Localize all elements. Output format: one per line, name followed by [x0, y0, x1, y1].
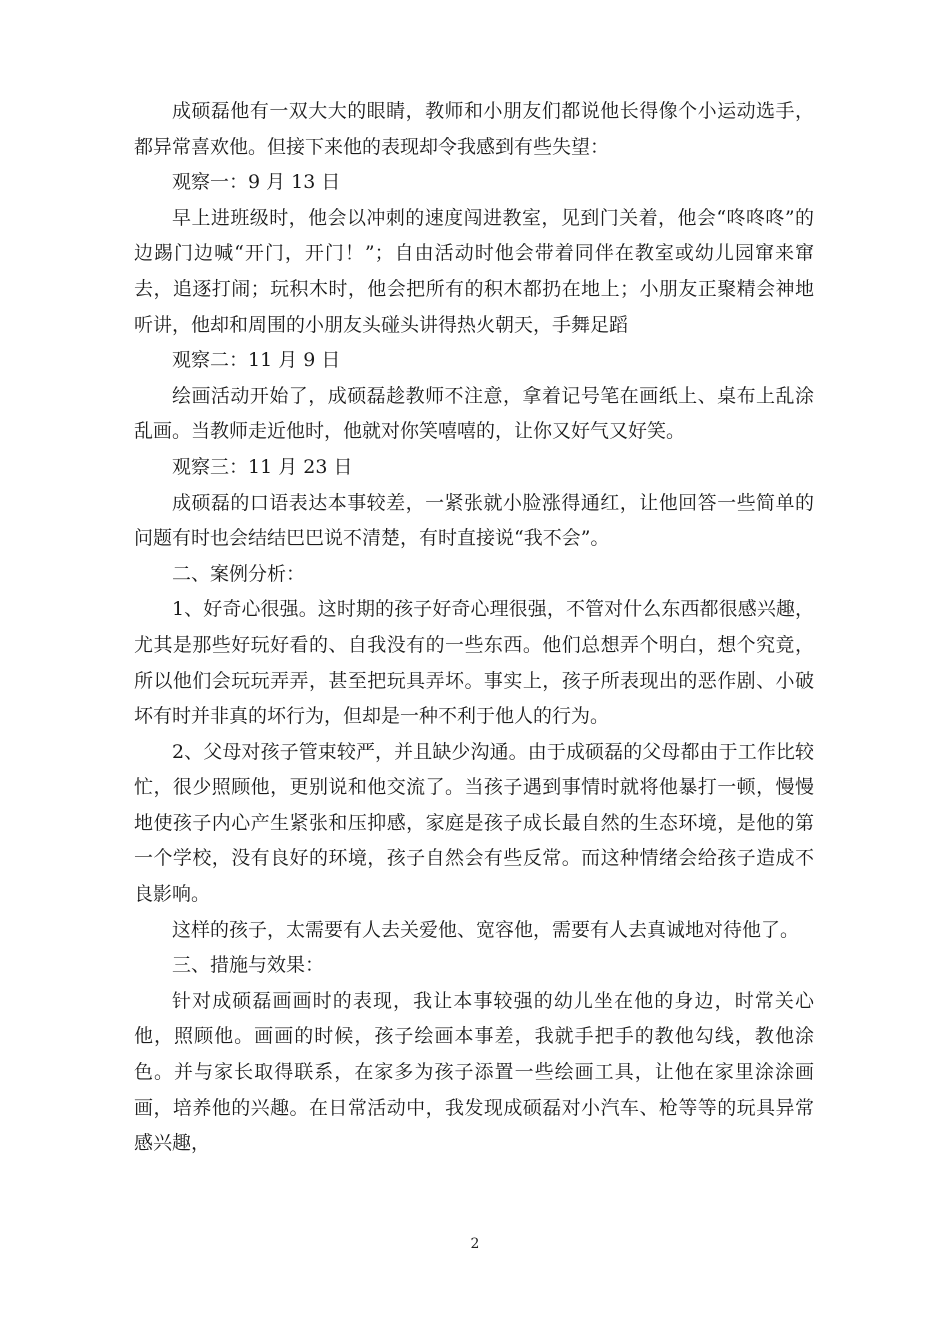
document-body [134, 94, 814, 1162]
paragraph-observation-1: 早上进班级时，他会以冲刺的速度闯进教室，见到门关着，他会“咚咚咚”的边踢门边喊“开门，开门！”；自由活动时他会带着同伴在教室或幼儿园窜来窜去，追逐打闹；玩积木时，他会把所有的积木都扔在地上；小朋友正聚精会神地听讲，他却和周围的小朋友头碰头讲得热火朝天，手舞足蹈 [134, 206, 814, 336]
heading-observation-2: 观察二：11 月 9 日 [172, 349, 341, 372]
page-number: 2 [470, 1236, 480, 1252]
heading-observation-1: 观察一：9 月 13 日 [172, 171, 341, 194]
paragraph-analysis-2: 2、父母对孩子管束较严，并且缺少沟通。由于成硕磊的父母都由于工作比较忙，很少照顾他，更别说和他交流了。当孩子遇到事情时就将他暴打一顿，慢慢地使孩子内心产生紧张和压抑感，家庭是孩子成长最自然的生态环境，是他的第一个学校，没有良好的环境，孩子自然会有些反常。而这种情绪会给孩子造成不良影响。 [134, 740, 814, 906]
paragraph-observation-2: 绘画活动开始了，成硕磊趁教师不注意，拿着记号笔在画纸上、桌布上乱涂乱画。当教师走近他时，他就对你笑嘻嘻的，让你又好气又好笑。 [134, 384, 814, 443]
section-heading-analysis: 二、案例分析： [172, 562, 306, 585]
heading-observation-3: 观察三：11 月 23 日 [172, 455, 353, 478]
paragraph-observation-3: 成硕磊的口语表达本事较差，一紧张就小脸涨得通红，让他回答一些简单的问题有时也会结结巴巴说不清楚，有时直接说“我不会”。 [134, 491, 814, 550]
paragraph-intro: 成硕磊他有一双大大的眼睛，教师和小朋友们都说他长得像个小运动选手，都异常喜欢他。但接下来他的表现却令我感到有些失望： [134, 100, 814, 158]
paragraph-analysis-1: 1、好奇心很强。这时期的孩子好奇心理很强，不管对什么东西都很感兴趣，尤其是那些好玩好看的、自我没有的一些东西。他们总想弄个明白，想个究竟，所以他们会玩玩弄弄，甚至把玩具弄坏。事实上，孩子所表现出的恶作剧、小破坏有时并非真的坏行为，但却是一种不利于他人的行为。 [134, 598, 814, 728]
paragraph-measures: 针对成硕磊画画时的表现，我让本事较强的幼儿坐在他的身边，时常关心他，照顾他。画画的时候，孩子绘画本事差，我就手把手的教他勾线，教他涂色。并与家长取得联系，在家多为孩子添置一些绘画工具，让他在家里涂涂画画，培养他的兴趣。在日常活动中，我发现成硕磊对小汽车、枪等等的玩具异常感兴趣， [134, 989, 814, 1155]
paragraph-analysis-summary: 这样的孩子，太需要有人去关爱他、宽容他，需要有人去真诚地对待他了。 [172, 918, 800, 941]
section-heading-measures: 三、措施与效果： [172, 954, 325, 977]
